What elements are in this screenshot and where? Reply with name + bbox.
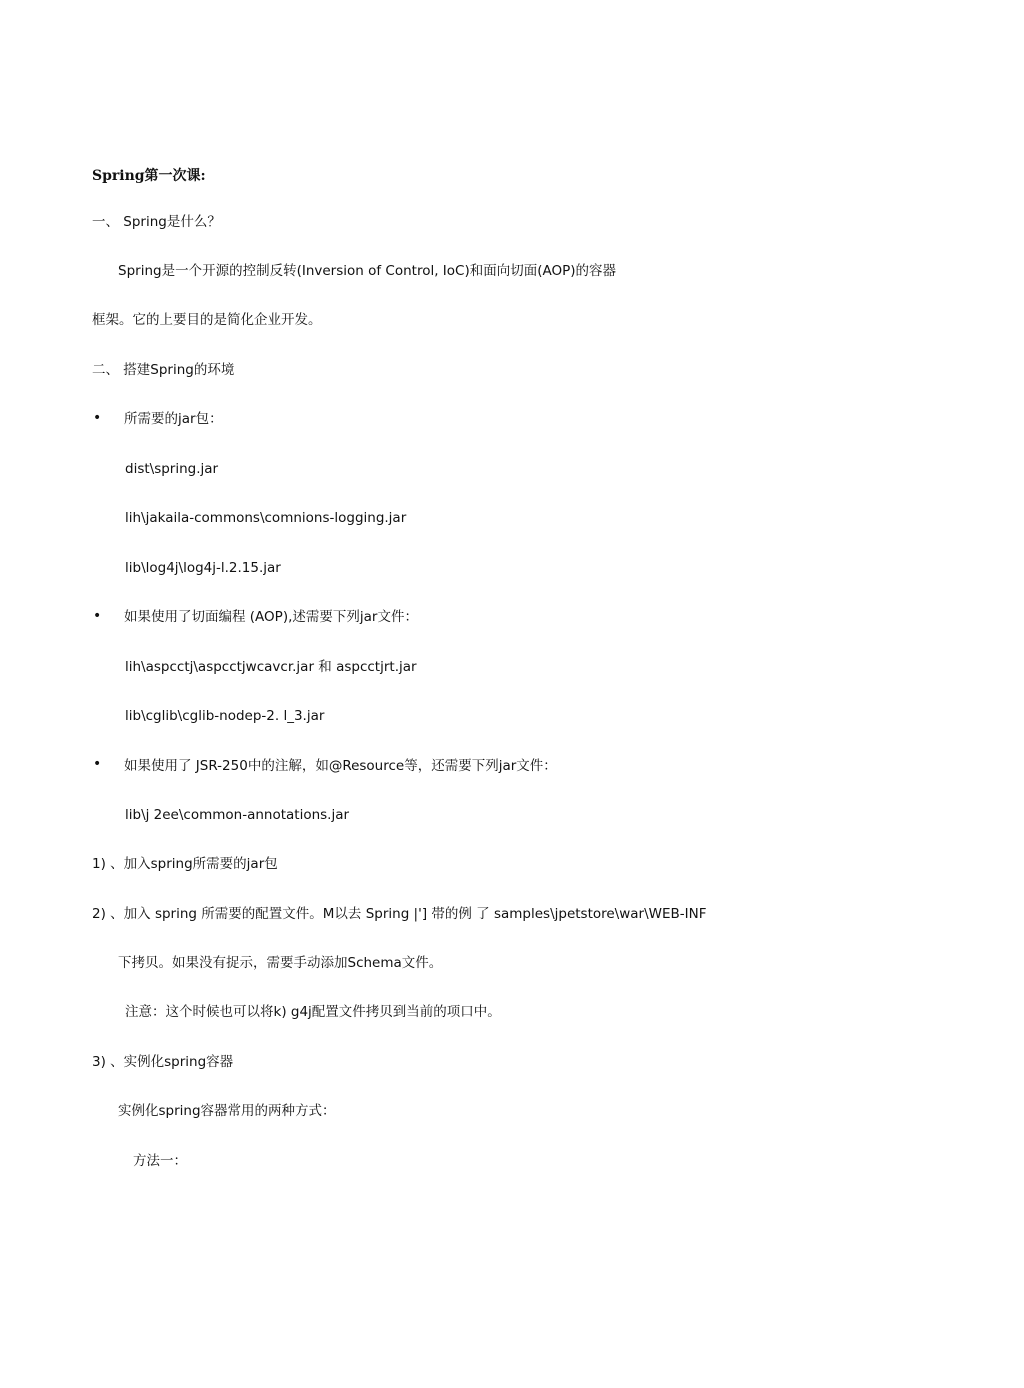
step-3-paragraph: 实例化spring容器常用的两种方式： <box>118 1103 336 1119</box>
bullet-2-text: 如果使用了切面编程 (AOP),述需要下列jar文件： <box>124 609 418 625</box>
jar-path: lih\aspcctj\aspcctjwcavcr.jar 和 aspcctjrt.jar <box>125 659 417 675</box>
step-3: 3) 、实例化spring容器 <box>92 1054 234 1070</box>
step-2-note: 注意：这个时候也可以将k) g4j配置文件拷贝到当前的项口中。 <box>125 1004 501 1020</box>
step-1: 1) 、加入spring所需要的jar包 <box>92 856 278 872</box>
method-1-label: 方法一： <box>133 1153 187 1169</box>
bullet-3-text: 如果使用了 JSR-250中的注解，如@Resource等，还需要下列jar文件： <box>124 758 557 774</box>
section-2-heading: 二、 搭建Spring的环境 <box>92 362 235 378</box>
jar-path: lib\cglib\cglib-nodep-2. l_3.jar <box>125 708 325 724</box>
step-2-continuation: 下拷贝。如果没有捉示，需要手动添加Schema文件。 <box>118 955 443 971</box>
section-1-paragraph-line-1: Spring是一个开源的控制反转(Inversion of Control, IoC)和面向切面(AOP)的容器 <box>118 263 617 279</box>
bullet-marker: • <box>93 608 102 624</box>
jar-path: lib\j 2ee\common-annotations.jar <box>125 807 350 823</box>
jar-path: lib\log4j\log4j-l.2.15.jar <box>125 560 281 576</box>
section-1-heading: 一、 Spring是什么？ <box>92 214 221 230</box>
bullet-1-text: 所需要的jar包： <box>124 411 223 427</box>
jar-path: lih\jakaila-commons\comnions-logging.jar <box>125 510 407 526</box>
doc-title: Spring第一次课: <box>92 168 206 184</box>
bullet-marker: • <box>93 756 102 772</box>
bullet-marker: • <box>93 410 102 426</box>
step-2: 2) 、加入 spring 所需要的配置文件。M以去 Spring |'] 帯的例 了 samples\jpetstore\war\WEB-INF <box>92 906 707 922</box>
jar-path: dist\spring.jar <box>125 461 219 477</box>
section-1-paragraph-line-2: 框架。它的上要目的是简化企业开发。 <box>92 312 322 328</box>
